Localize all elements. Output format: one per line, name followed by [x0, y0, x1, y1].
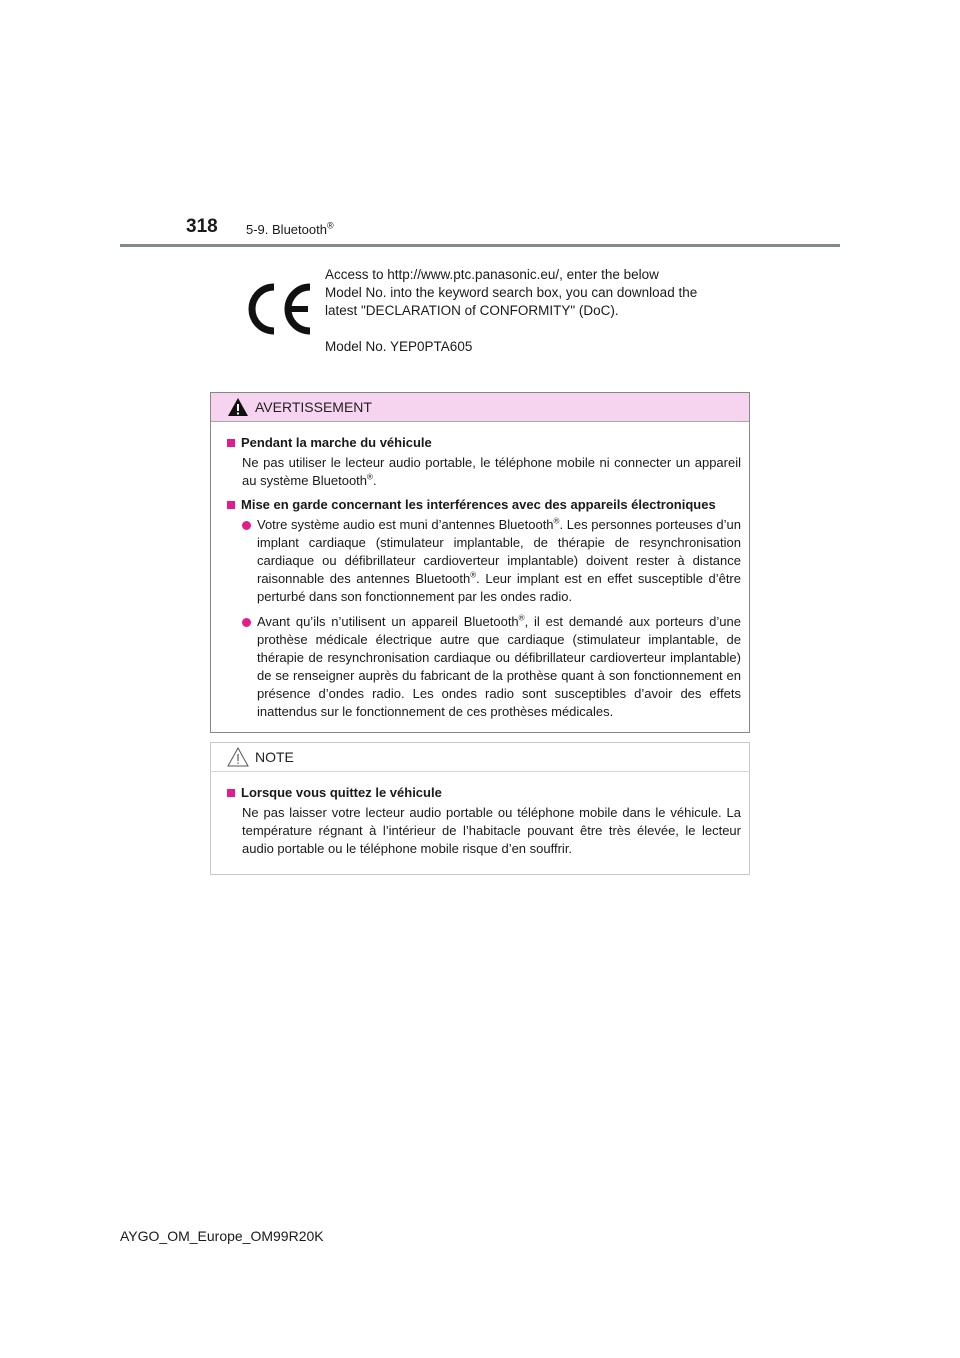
- header-rule: [120, 244, 840, 247]
- warning-item-2-title-text: Mise en garde concernant les interférences avec des appareils électroniques: [241, 497, 716, 512]
- page-number: 318: [186, 216, 218, 237]
- warning-bullet-2-text: [257, 613, 741, 721]
- note-header: [211, 743, 749, 772]
- warning-item-2-title: [227, 496, 741, 514]
- registered-mark: ®: [326, 220, 334, 231]
- registered-mark: ®: [367, 472, 373, 482]
- model-number: Model No. YEP0PTA605: [325, 339, 473, 354]
- square-bullet-icon: [227, 501, 235, 509]
- registered-mark: ®: [553, 516, 560, 526]
- warning-header: [211, 393, 749, 422]
- note-item-1-text: Ne pas laisser votre lecteur audio portable ou téléphone mobile dans le véhicule. La température régnant à l’intérieur de l’habitacle pouvant être très élevée, le lecteur audio portable ou le téléphone mobile risque d’en souffrir.: [242, 805, 741, 856]
- registered-mark: ®: [518, 613, 525, 623]
- square-bullet-icon: [227, 439, 235, 447]
- registered-mark: ®: [470, 570, 477, 580]
- warning-triangle-icon: [227, 397, 249, 417]
- warning-bullet-1-part-c: . Leur implant est en effet susceptible d’être perturbé dans son fonctionnement par les ondes radio.: [257, 571, 741, 604]
- warning-body: [211, 422, 749, 721]
- square-bullet-icon: [227, 789, 235, 797]
- note-body: [211, 772, 749, 858]
- document-id: AYGO_OM_Europe_OM99R20K: [120, 1228, 324, 1244]
- warning-title: AVERTISSEMENT: [255, 399, 372, 415]
- section-title-text: 5-9. Bluetooth: [246, 222, 327, 237]
- warning-item-1-text-main: Ne pas utiliser le lecteur audio portable, le téléphone mobile ni connecter un appareil au système Bluetooth: [242, 455, 741, 488]
- note-title: NOTE: [255, 749, 294, 765]
- round-bullet-icon: [242, 618, 251, 627]
- conformity-line-2: Model No. into the keyword search box, you can download the: [325, 285, 698, 300]
- warning-bullet-2-part-a: Avant qu’ils n’utilisent un appareil Bluetooth: [257, 614, 519, 629]
- ce-mark-icon: [244, 283, 314, 335]
- note-item-1-title-text: Lorsque vous quittez le véhicule: [241, 785, 442, 800]
- warning-item-1-title: [227, 434, 741, 452]
- warning-bullet-1-text: [257, 516, 741, 606]
- warning-box: [210, 392, 750, 733]
- round-bullet-icon: [242, 521, 251, 530]
- warning-bullet-1: [242, 516, 741, 606]
- conformity-text: [325, 266, 745, 356]
- note-box: [210, 742, 750, 875]
- warning-item-1-text: [242, 454, 741, 490]
- warning-bullet-2-part-b: , il est demandé aux porteurs d’une prothèse médicale électrique autre que cardiaque (stimulateur implantable, de thérapie de resynchronisation cardiaque ou défibrillateur cardioverteur implantable) de se renseigner auprès du fabricant de la prothèse quant à son fonctionnement en présence d’ondes radio. Les ondes radio sont susceptibles d’avoir des effets inattendus sur le fonctionnement de ces prothèses médicales.: [257, 614, 741, 719]
- conformity-line-1: Access to http://www.ptc.panasonic.eu/, enter the below: [325, 267, 659, 282]
- note-item-1-title: [227, 784, 741, 802]
- warning-bullet-1-part-b: . Les personnes porteuses d’un implant cardiaque (stimulateur implantable, de thérapie de resynchronisation cardiaque ou défibrillateur cardioverteur implantable) doivent rester à distance raisonnable des antennes Bluetooth: [257, 517, 741, 586]
- warning-bullet-2: [242, 613, 741, 721]
- section-title: [246, 222, 334, 237]
- note-triangle-icon: [227, 747, 249, 767]
- warning-item-1-title-text: Pendant la marche du véhicule: [241, 435, 432, 450]
- warning-bullet-1-part-a: Votre système audio est muni d’antennes Bluetooth: [257, 517, 554, 532]
- conformity-line-3: latest "DECLARATION of CONFORMITY" (DoC).: [325, 303, 619, 318]
- warning-item-1-text-end: .: [372, 473, 377, 488]
